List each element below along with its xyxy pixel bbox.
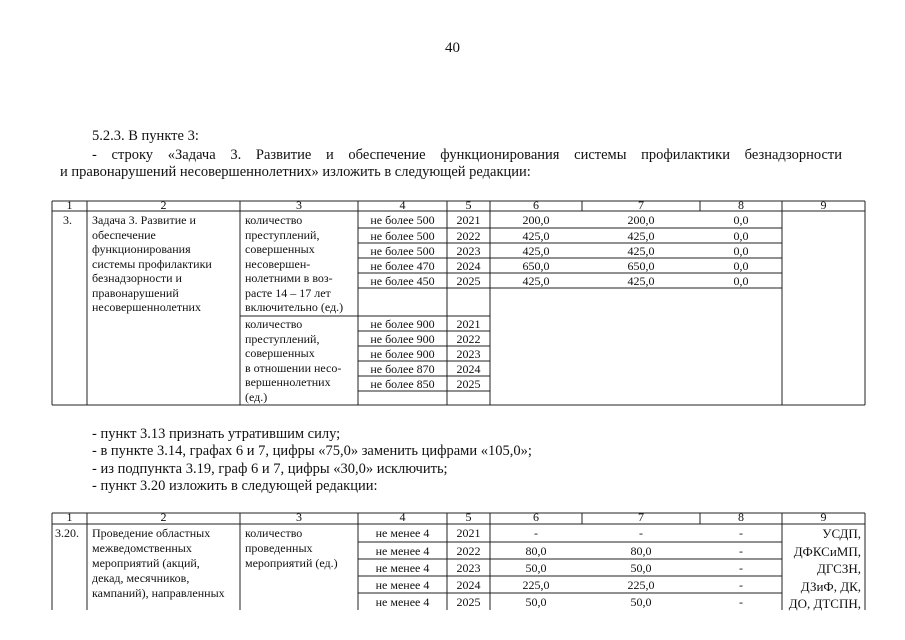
t2-task-line: декад, месячников, [92,571,190,585]
t2-col6-cell: 80,0 [525,544,547,558]
t1-limit-cell: не более 870 [370,362,435,376]
t2-header-3: 3 [296,510,302,524]
t2-col6-cell: 225,0 [522,578,550,592]
t1-indicator-2-line: (ед.) [245,389,268,404]
t2-limit-cell: не менее 4 [375,526,430,540]
t1-year-cell: 2021 [456,317,481,331]
t1-limit-cell: не более 500 [370,229,435,243]
t2-year-cell: 2024 [456,578,481,592]
t1-indicator-1-line: количество [245,213,303,227]
page-number: 40 [445,40,460,56]
intro-line-3: и правонарушений несовершеннолетних» изложить в следующей редакции: [60,164,531,180]
intro-line-2: - строку «Задача 3. Развитие и обеспечение функционирования системы профилактики безнадзорности [92,147,842,163]
t1-indicator-1-line: преступлений, [245,227,320,242]
t1-header-7: 7 [638,198,644,212]
t2-limit-cell: не менее 4 [375,561,430,575]
t1-year-cell: 2024 [456,362,481,376]
t1-col8-cell: 0,0 [733,213,749,227]
t2-col6-cell: - [534,526,538,540]
t1-year-cell: 2024 [456,259,481,273]
t1-header-9: 9 [820,198,827,212]
t1-indicator-2-line: совершенных [245,346,315,360]
t1-indicator-1-line: несовершен- [245,256,311,271]
t1-col8-cell: 0,0 [733,229,749,243]
t2-task-line: межведомственных [92,541,192,555]
t2-header-5: 5 [465,510,472,524]
t1-task-line: правонарушений [92,285,179,300]
t2-col8-cell: - [739,561,743,575]
t1-indicator-2-line: вершеннолетних [245,375,331,389]
t2-task-line: Проведение областных [92,526,211,540]
t2-limit-cell: не менее 4 [375,544,430,558]
t2-task-line: мероприятий (акций, [92,556,200,570]
t2-year-cell: 2021 [456,526,481,540]
bullet-item: - в пункте 3.14, графах 6 и 7, цифры «75,0» заменить цифрами «105,0»; [92,443,532,459]
t2-header-2: 2 [160,510,167,524]
t1-indicator-1-line: включительно (ед.) [245,300,344,314]
t2-header-4: 4 [399,510,406,524]
t2-header-8: 8 [738,510,744,524]
t1-year-cell: 2021 [456,213,481,227]
t1-header-5: 5 [465,198,472,212]
t2-col7-cell: 225,0 [627,578,655,592]
t1-col8-cell: 0,0 [733,274,749,288]
t2-executor-line: ДЗиФ, ДК, [800,578,861,594]
t2-indicator-line: проведенных [245,541,313,555]
t2-header-7: 7 [638,510,644,524]
t1-task-line: системы профилактики [92,256,212,271]
t2-executor-line: УСДП, [822,526,861,541]
t1-task-line: несовершеннолетних [92,300,201,314]
t1-limit-cell: не более 470 [370,259,435,273]
t2-col6-cell: 50,0 [525,595,547,609]
t1-col7-cell: 425,0 [627,229,655,243]
t2-executor-line: ДО, ДТСПН, [788,596,861,611]
t1-limit-cell: не более 850 [370,377,435,391]
t2-col7-cell: - [639,526,643,540]
t1-indicator-1-line: расте 14 – 17 лет [245,285,331,300]
t1-header-8: 8 [738,198,744,212]
t2-col8-cell: - [739,578,743,592]
t1-limit-cell: не более 900 [370,332,435,346]
t1-row-number: 3. [63,213,72,227]
t1-task-line: обеспечение [92,227,156,242]
t2-limit-cell: не менее 4 [375,578,430,592]
t1-header-6: 6 [533,198,539,212]
t2-indicator-line: мероприятий (ед.) [245,556,338,570]
t1-indicator-1-line: нолетними в воз- [245,271,333,285]
bullet-item: - из подпункта 3.19, граф 6 и 7, цифры «30,0» исключить; [92,461,448,477]
t1-col8-cell: 0,0 [733,244,749,258]
t2-header-1: 1 [66,510,73,524]
t1-col6-cell: 425,0 [522,244,550,258]
t2-executor-line: ДГСЗН, [816,561,861,576]
t1-limit-cell: не более 450 [370,274,435,288]
t2-col8-cell: - [739,544,743,558]
t1-task-line: Задача 3. Развитие и [92,213,196,227]
t2-year-cell: 2025 [456,595,481,609]
t1-col6-cell: 425,0 [522,274,550,288]
t1-task-line: безнадзорности и [92,271,182,285]
t1-year-cell: 2023 [456,347,481,361]
t2-col7-cell: 80,0 [630,544,652,558]
t1-limit-cell: не более 900 [370,317,435,331]
t1-task-line: функционирования [92,242,191,256]
t1-col6-cell: 425,0 [522,229,550,243]
t1-indicator-2-line: количество [245,317,303,331]
t2-task-line: кампаний), направленных [92,586,225,600]
t2-col8-cell: - [739,526,743,540]
t1-header-4: 4 [399,198,406,212]
t2-col7-cell: 50,0 [630,595,652,609]
t2-header-9: 9 [820,510,827,524]
t1-indicator-2-line: в отношении несо- [245,360,342,375]
t1-limit-cell: не более 500 [370,244,435,258]
t2-limit-cell: не менее 4 [375,595,430,609]
t1-year-cell: 2022 [456,332,481,346]
t2-executor-line: ДФКСиМП, [793,543,861,559]
t2-year-cell: 2023 [456,561,481,575]
t2-col8-cell: - [739,595,743,609]
t1-year-cell: 2025 [456,274,481,288]
t1-year-cell: 2023 [456,244,481,258]
t1-col6-cell: 200,0 [522,213,550,227]
t1-col7-cell: 650,0 [627,259,655,273]
t2-year-cell: 2022 [456,544,481,558]
t2-row-number: 3.20. [55,526,79,540]
t1-col7-cell: 425,0 [627,274,655,288]
t1-year-cell: 2022 [456,229,481,243]
t1-limit-cell: не более 500 [370,213,435,227]
t1-header-2: 2 [160,198,167,212]
t1-col6-cell: 650,0 [522,259,550,273]
t1-year-cell: 2025 [456,377,481,391]
t2-col6-cell: 50,0 [525,561,547,575]
t1-header-3: 3 [296,198,302,212]
t2-indicator-line: количество [245,526,303,540]
bullet-item: - пункт 3.13 признать утратившим силу; [92,426,341,442]
t1-col7-cell: 200,0 [627,213,655,227]
t1-col7-cell: 425,0 [627,244,655,258]
t1-indicator-2-line: преступлений, [245,331,320,346]
t1-indicator-1-line: совершенных [245,242,315,256]
intro-line-1: 5.2.3. В пункте 3: [92,128,199,144]
bullet-item: - пункт 3.20 изложить в следующей редакции: [92,478,378,494]
t2-header-6: 6 [533,510,539,524]
t1-header-1: 1 [66,198,73,212]
t2-col7-cell: 50,0 [630,561,652,575]
t1-col8-cell: 0,0 [733,259,749,273]
t1-limit-cell: не более 900 [370,347,435,361]
